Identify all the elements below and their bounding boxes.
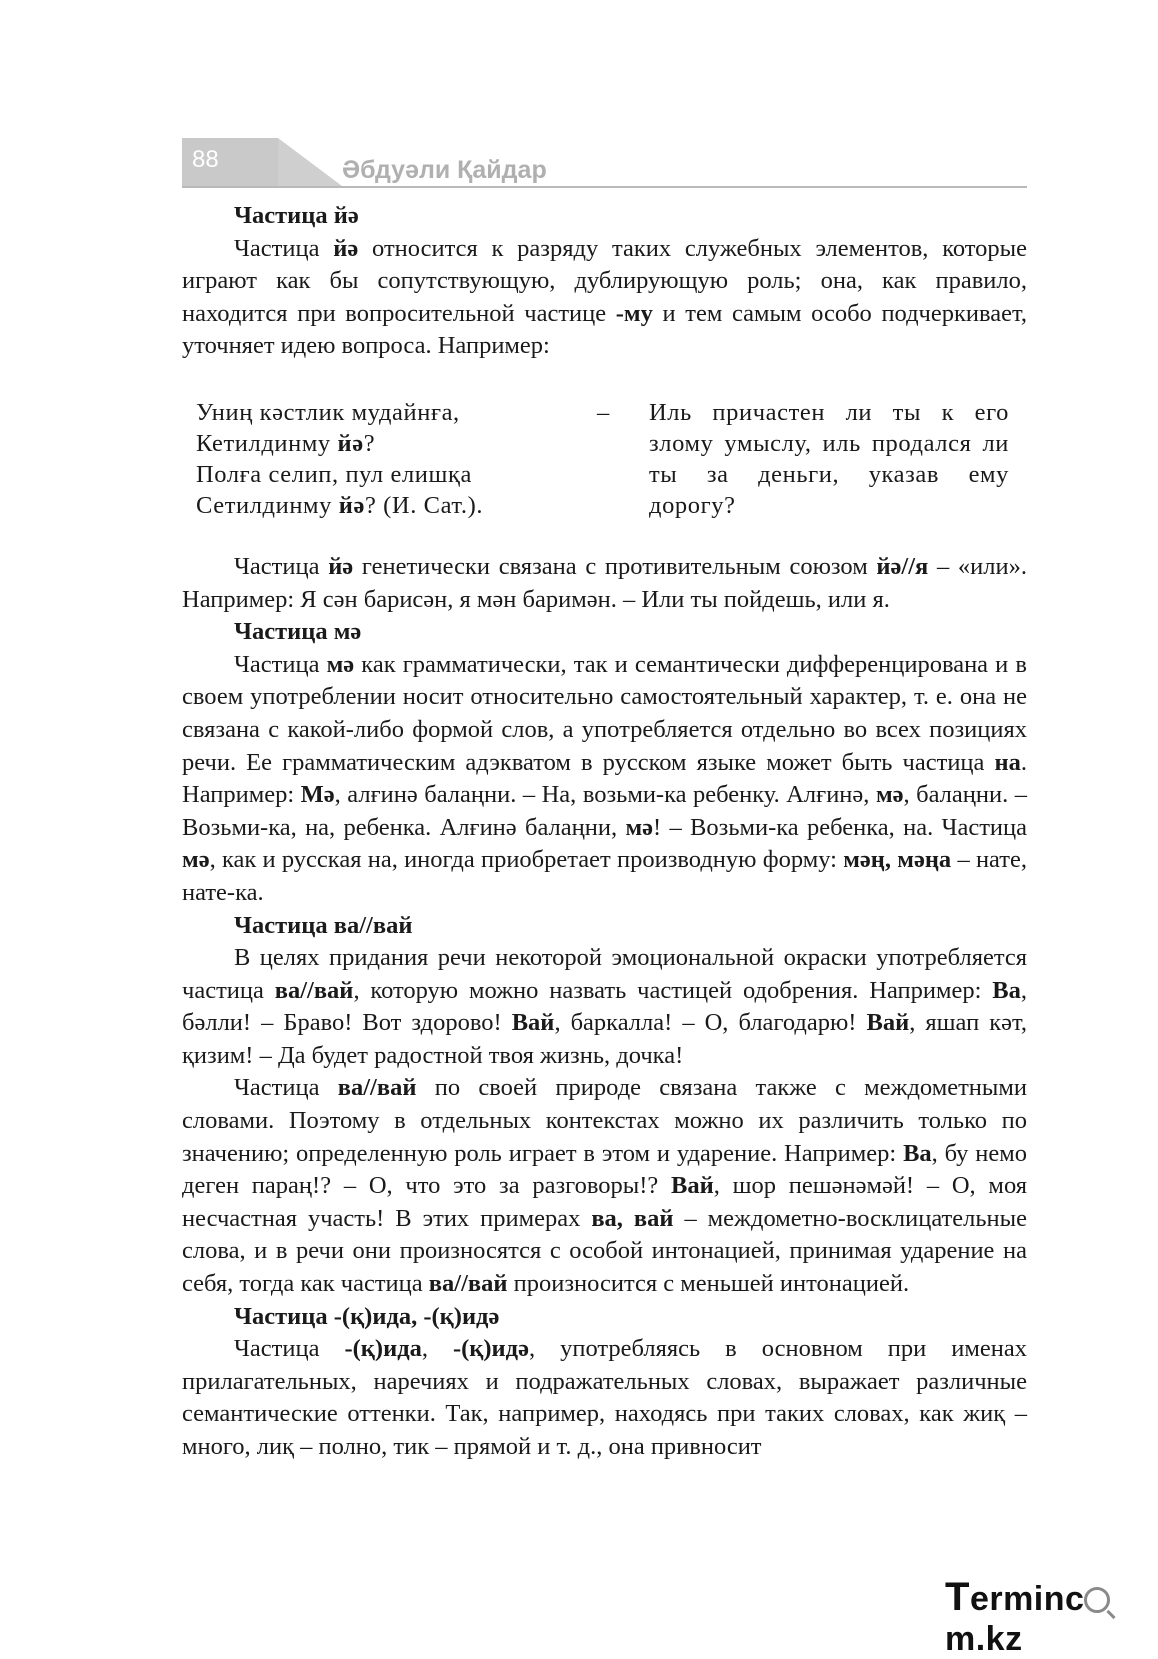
watermark-logo (945, 1575, 1158, 1659)
poem-line (196, 490, 597, 521)
paragraph (182, 942, 1027, 1072)
text-run: Униң кәстлик мудайнға, (196, 398, 460, 426)
section-heading: Частица -(қ)ида, -(қ)идә (234, 1302, 500, 1330)
section-heading: Частица мә (234, 618, 362, 646)
poem-translation: Иль причастен ли ты к его злому умыслу, иль продался ли ты за деньги, указав ему дорогу? (649, 398, 1009, 519)
text-run: по своей природе связана также с междометными словами. Поэтому в отдельных контекстах можно их различить только по значению; определенную роль играет в этом и ударение. Например: (182, 1074, 1027, 1167)
text-run: , как и русская на, иногда приобретает производную форму: (209, 846, 844, 874)
bold-term: йә (338, 491, 365, 519)
header-rule (182, 186, 1027, 188)
text-run: Частица (234, 1335, 345, 1363)
bold-term: мә (326, 650, 355, 678)
text-run: Полға селип, пул елишқа (196, 460, 472, 488)
running-header (182, 138, 1027, 190)
poem-example (182, 397, 1027, 521)
poem-original (182, 397, 597, 521)
bold-term: ва//вай (428, 1270, 508, 1298)
bold-term: йә (337, 429, 364, 457)
bold-term: Мә (300, 781, 335, 809)
text-run: , которую можно назвать частицей одобрения. Например: (353, 976, 993, 1004)
text-run: , шор пешәнәмәй! – О, моя несчастная участь! В этих примерах (182, 1172, 1027, 1232)
text-run: генетически связана с противительным союзом (353, 552, 877, 580)
text-run: , бу немо деген параң!? – О, что это за разговоры!? (182, 1139, 1027, 1200)
bold-term: Вай (866, 1009, 910, 1037)
bold-term: йә//я (876, 552, 929, 580)
bold-term: -(қ)идә (452, 1335, 529, 1363)
poem-line (196, 428, 597, 459)
bold-term: Вай (511, 1009, 555, 1037)
bold-term: Ва (992, 976, 1021, 1004)
text-run: Частица (234, 552, 329, 580)
header-author: Әбдуәли Қайдар (342, 156, 547, 184)
text-run: и тем самым особо подчеркивает, уточняет идею вопроса. Например: (182, 299, 1028, 360)
section-heading: Частица ва//вай (234, 911, 413, 939)
header-wedge (278, 138, 342, 186)
bold-term: мә (182, 846, 210, 874)
body-text (182, 200, 1027, 1464)
bold-term: ва, вай (591, 1204, 674, 1232)
text-run: Кетилдинму (196, 429, 338, 457)
text-run: – «или». Например: Я сән барисән, я мән баримән. – Или ты пойдешь, или я. (182, 552, 1027, 613)
text-run: , бәлли! – Браво! Вот здорово! (182, 976, 1028, 1037)
text-run: ? (363, 429, 376, 457)
section-heading: Частица йә (234, 202, 359, 229)
text-run: как грамматически, так и семантически дифференцирована и в своем употреблении носит относительно самостоятельный характер, т. е. она не связана с какой-либо формой слов, а употребляется отдельно во всех позициях речи. Ее грамматическим адэкватом в русском языке может быть частица (182, 650, 1027, 776)
bold-term: йә (328, 552, 354, 580)
text-run: ? (И. Сат.). (364, 491, 484, 519)
text-run: , употребляясь в основном при именах прилагательных, наречиях и подражательных словах, выражает различные семантические оттенки. Так, например, находясь при таких словах, как жиқ – много, лиқ – полно, тик – прямой и т. д., она привносит (182, 1335, 1027, 1460)
paragraph (182, 649, 1027, 910)
text-run: – нате, нате-ка. (182, 846, 1027, 906)
text-run: Частица (234, 234, 334, 262)
bold-term: Вай (671, 1172, 714, 1200)
bold-term: ва//вай (274, 976, 354, 1004)
watermark-last: m.kz (945, 1620, 1023, 1658)
bold-term: мә (625, 813, 653, 841)
bold-term: -(қ)ида (344, 1335, 422, 1363)
text-run: В целях придания речи некоторой эмоциональной окраски употребляется частица (182, 944, 1027, 1004)
magnifier-icon (1084, 1587, 1110, 1613)
bold-term: йә (333, 234, 359, 262)
bold-term: мә (875, 781, 904, 809)
text-run: , алғинә балаңни. – На, возьми-ка ребенку. Алғинә, (334, 781, 876, 809)
paragraph (182, 1333, 1027, 1463)
page-number: 88 (192, 146, 219, 173)
bold-term: ва//вай (337, 1074, 417, 1102)
watermark-mid: erminc (969, 1580, 1085, 1618)
poem-line (196, 459, 597, 490)
text-run: Сетилдинму (196, 491, 339, 519)
bold-term: Ва (903, 1139, 932, 1167)
text-run: , баркалла! – О, благодарю! (554, 1009, 867, 1037)
bold-term: мәң, мәңа (843, 846, 952, 874)
paragraph (182, 1072, 1027, 1300)
poem-dash: – (597, 398, 610, 426)
poem-line (196, 397, 597, 428)
text-run: , балаңни. – Возьми-ка, на, ребенка. Алғинә балаңни, (182, 781, 1027, 841)
text-run: относится к разряду таких служебных элементов, которые играют как бы сопутствующую, дублирующую роль; она, как правило, находится при вопросительной частице (182, 234, 1027, 327)
watermark-first: T (945, 1575, 970, 1619)
text-run: – междометно-восклицательные слова, и в речи они произносятся с особой интонацией, принимая ударение на себя, тогда как частица (182, 1204, 1027, 1298)
text-run: , яшап кәт, қизим! – Да будет радостной твоя жизнь, дочка! (182, 1009, 1027, 1069)
text-run: ! – Возьми-ка ребенка, на. Частица (653, 813, 1028, 841)
paragraph (182, 233, 1027, 363)
text-run: . Например: (182, 748, 1027, 809)
text-run: Частица (234, 1074, 338, 1102)
text-run: , (421, 1335, 453, 1363)
paragraph (182, 551, 1027, 616)
bold-term: -му (615, 299, 653, 327)
text-run: произносится с меньшей интонацией. (507, 1270, 910, 1298)
bold-term: на (994, 748, 1021, 776)
text-run: Частица (234, 650, 327, 678)
